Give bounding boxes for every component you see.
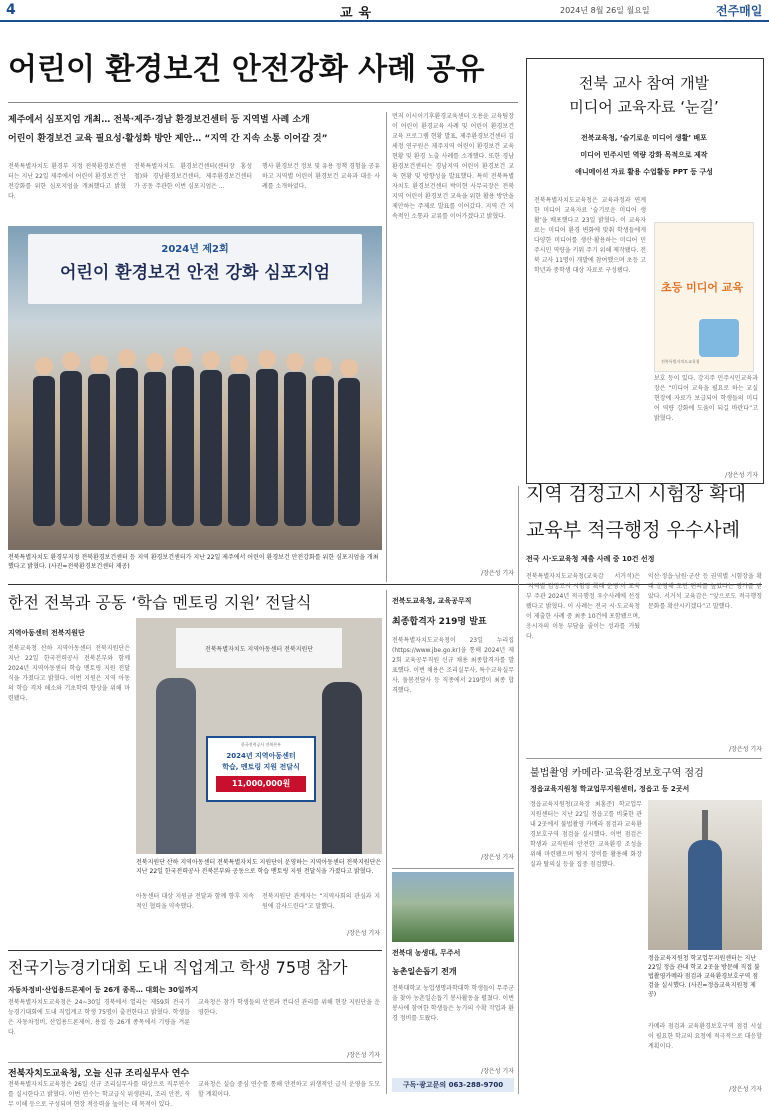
feature-bottom-body: 보호 등이 있다. 강지주 민주시민교육과장은 “미디어 교육을 필요로 하는 교실 현장에 자료가 보급되어 학생들의 미디어 역량 강화에 도움이 되길 바란다”고 밝혔다.: [654, 375, 758, 422]
inspector-person: [688, 840, 722, 950]
book-illustration: [699, 319, 739, 357]
board-amount: 11,000,000원: [216, 776, 306, 792]
feature-title-1: 전북 교사 참여 개발: [578, 74, 710, 92]
page-number: 4: [6, 2, 16, 18]
volunteer-photo: [392, 872, 514, 942]
divider: [8, 102, 518, 103]
article3-body-2: 익산·정읍·남원·군산 등 권역별 시험장을 확대 운영해 도민 편의를 높였다는 평가를 받았다. 서거석 교육감은 “앞으로도 적극행정 문화를 확산시키겠다”고 말했다.: [648, 573, 762, 610]
article7-body-2: 교육청은 실습 중심 연수를 통해 안전하고 위생적인 급식 운영을 도모할 계획이다.: [198, 1081, 380, 1098]
issue-date: 2024년 8월 26일 월요일: [560, 6, 650, 15]
subscription-ad: 구독·광고문의 063-288-9700: [392, 1078, 514, 1092]
divider: [8, 950, 382, 951]
article1-reporter: /장은성 기자: [481, 570, 514, 577]
article2-headline: 한전 전북과 공동 ‘학습 멘토링 지원’ 전달식: [8, 593, 312, 612]
article3-body: 전북특별자치도교육청(교육감 서거석)은 ‘지역별 검정고시 시험장 확대 운영’이 교육부 주관 2024년 적극행정 우수사례에 선정됐다고 밝혔다. 이 사례는 전국 시·도교육청이 제출한 사례 중 최종 10건에 포함됐으며, 응시자의 이동 부담을 줄이는 성과를 거뒀다.: [526, 573, 640, 640]
article4-kicker: 정읍교육지원청 학교업무지원센터, 정읍고 등 2곳서: [530, 785, 690, 793]
brief1-kicker: 전북도교육청, 교육공무직: [392, 597, 472, 605]
article5-body: 전북특별자치도교육청은 24~30일 경북에서 열리는 제59회 전국기능경기대회에 도내 직업계고 학생 75명이 출전한다고 밝혔다. 학생들은 자동차정비, 산업용드론제어, 용접 등 26개 종목에서 기량을 겨룬다.: [8, 999, 190, 1036]
article1-headline: 어린이 환경보건 안전강화 사례 공유: [8, 52, 485, 87]
article3-headline-2: 교육부 적극행정 우수사례: [526, 519, 740, 541]
article1-subhead-1: 제주에서 심포지엄 개최… 전북·제주·경남 환경보건센터 등 지역별 사례 소개: [8, 115, 310, 125]
section-title: 교육: [340, 6, 378, 21]
symposium-photo: [8, 226, 382, 550]
banner-year: 2024년 제2회: [161, 244, 229, 255]
board-line-1: 한국전력공사 전북본부: [241, 742, 281, 747]
person-right: [322, 682, 362, 854]
brief1-reporter: /장은성 기자: [481, 854, 514, 861]
divider: [8, 1062, 382, 1063]
article1-body-col2: 전북특별자치도 환경보건센터(센터장 홍성철)와 경남환경보건센터, 제주환경보건센터가 공동 주관한 이번 심포지엄은 ...: [134, 163, 252, 190]
article3-headline-1: 지역 검정고시 시험장 확대: [526, 483, 747, 505]
article2-body-2: 아동센터 대상 지원금 전달과 함께 향후 지속적인 협력을 약속했다.: [136, 893, 254, 910]
article3-kicker: 전국 시·도교육청 제출 사례 중 10건 선정: [526, 555, 655, 563]
article4-photo-caption: 정읍교육지원청 학교업무지원센터는 지난 22일 정읍 관내 학교 2곳을 방문해 직접 불법촬영카메라 점검과 교육환경보호구역 점검을 실시했다. (사진=정읍교육지원청 제공): [648, 955, 760, 998]
article4-body-2: 카메라 점검과 교육환경보호구역 점검 시설이 필요한 학교의 요청에 적극적으로 대응할 계획이다.: [648, 1023, 762, 1050]
book-title: 초등 미디어 교육: [661, 281, 744, 294]
feature-sub-3: 애니메이션 자료 활용 수업활동 PPT 등 구성: [575, 168, 713, 176]
article1-photo-caption: 전북특별자치도 환경부지정 전북환경보건센터 등 지역 환경보건센터가 지난 22일 제주에서 어린이 환경보건 안전강화를 위한 심포지엄을 개최했다고 밝혔다. (사진=전북환경보건센터 제공): [8, 554, 379, 570]
feature-sub-2: 미디어 민주시민 역량 강화 목적으로 제작: [580, 151, 708, 159]
column-divider: [386, 590, 387, 1094]
masthead-logo: 전주매일: [716, 4, 763, 18]
article1-body-right: 먼저 이시이기후환경교육센터 오용윤 교육팀장이 어린이 환경교육 사례 및 어린이 환경보건 교육 프로그램 현황 발표, 제주환경보건센터 김세정 연구원은 제주지역 어린이 환경보건 교육 현황 및 환경 노출 사례를 소개했다. 또한 경남환경보건센터는 경남지역 어린이 환경보건 교육 현황 및 방향성을 발표했다. 특히 전북특별자치도 환경보건센터 박미현 사무국장은 전북지역 어린이 환경보건 교육을 위한 활용 방안을 제안하는 주제로 발표를 이어갔다. 지역 간 지속적인 소통과 교류를 이어가겠다고 밝혔다.: [392, 113, 514, 220]
article4-body: 정읍교육지원청(교육장 최홍준) 학교업무지원센터는 지난 22일 정읍고를 비롯한 관내 2곳에서 불법촬영 카메라 점검과 교육환경보호구역 점검을 실시했다. 이번 점검은 학생과 교직원의 안전한 교육환경 조성을 위해 마련됐으며 탐지 장비를 활용해 화장실과 탈의실 등을 집중 점검했다.: [530, 801, 642, 868]
media-book-cover: [654, 222, 754, 372]
article6-kicker: 전북대 농생대, 무주서: [392, 949, 461, 957]
board-line-3: 학습, 멘토링 지원 전달식: [222, 763, 300, 771]
column-divider: [386, 112, 387, 582]
article6-reporter: /장은성 기자: [481, 1068, 514, 1075]
feature-title-2: 미디어 교육자료 ‘눈길’: [569, 98, 719, 116]
article1-body-col1: 전북특별자치도 환경부 지정 전북환경보건센터는 지난 22일 제주에서 어린이 환경보건 안전강화를 위한 심포지엄을 개최했다고 밝혔다.: [8, 163, 126, 200]
article7-body: 전북특별자치도교육청은 26일 신규 조리실무사를 대상으로 직무연수를 실시한다고 밝혔다. 이번 연수는 학교급식 위생관리, 조리 안전, 직무 이해 등으로 구성되며 현장 적응력을 높이는 데 목적이 있다.: [8, 1081, 190, 1108]
article4-reporter: /장은성 기자: [729, 1086, 762, 1093]
page-header: [0, 0, 769, 22]
brief1-body: 전북특별자치도교육청이 23일 누리집(https://www.jbe.go.kr)을 통해 2024년 제2회 교육공무직원 신규 채용 최종합격자를 발표했다. 이번 채용은 조리실무사, 특수교육실무사, 돌봄전담사 등 직종에서 219명이 최종 합격했다.: [392, 637, 514, 694]
article7-headline: 전북자치도교육청, 오늘 신규 조리실무사 연수: [8, 1069, 190, 1079]
event-banner: [28, 234, 362, 304]
feature-sub-1: 전북교육청, ‘슬기로운 미디어 생활’ 배포: [581, 134, 707, 142]
divider: [526, 758, 762, 759]
divider: [392, 868, 514, 869]
article3-reporter: /장은성 기자: [729, 746, 762, 753]
article4-headline: 불법촬영 카메라·교육환경보호구역 점검: [530, 768, 704, 779]
ceremony-photo: [136, 618, 382, 854]
article5-kicker: 자동차정비·산업용드론제어 등 26개 종목… 대회는 30일까지: [8, 986, 199, 994]
board-line-2: 2024년 지역아동센터: [226, 752, 296, 760]
article6-body: 전북대학교 농업생명과학대학 학생들이 무주군을 찾아 농촌일손돕기 봉사활동을 펼쳤다. 이번 봉사에 참여한 학생들은 농가의 수확 작업과 환경 정비를 도왔다.: [392, 985, 514, 1022]
feature-reporter: /장은성 기자: [725, 472, 758, 479]
article5-reporter: /장은성 기자: [347, 1052, 380, 1059]
backdrop-text: 전북특별자치도 지역아동센터 전북지원단: [204, 646, 314, 653]
inspection-photo: [648, 800, 762, 950]
article6-title: 농촌일손돕기 전개: [392, 967, 457, 976]
article2-photo-caption: 전북지원단 산하 지역아동센터 전북특별자치도 지원단이 운영하는 지역아동센터 전북지원단은 지난 22일 한국전력공사 전북본부와 공동으로 학습 멘토링 지원 전달식을 가졌다고 밝혔다.: [136, 859, 382, 875]
article2-body: 전북교육청 산하 지역아동센터 전북지원단은 지난 22일 한국전력공사 전북본부와 함께 2024년 지역아동센터 학습 멘토링 지원 전달식을 가졌다고 밝혔다. 이번 지원은 지역 아동의 학습 격차 해소와 기초학력 향상을 위해 마련됐다.: [8, 645, 130, 702]
article1-subhead-2: 어린이 환경보건 교육 필요성·활성화 방안 제안… “지역 간 지속 소통 이어갈 것”: [8, 134, 328, 144]
article5-headline: 전국기능경기대회 도내 직업계고 학생 75명 참가: [8, 958, 348, 977]
column-divider: [518, 486, 519, 1094]
article2-kicker: 지역아동센터 전북지원단: [8, 629, 85, 637]
article2-reporter: /장은성 기자: [347, 930, 380, 937]
brief1-title: 최종합격자 219명 발표: [392, 617, 487, 627]
feature-body: 전북특별자치도교육청은 교육과정과 연계한 미디어 교육자료 ‘슬기로운 미디어 생활’을 배포했다고 23일 밝혔다. 이 교육자료는 미디어 환경 변화에 맞춰 학생들에게 다양한 미디어를 생산·활용하는 미디어 민주시민 역량을 키워 주기 위해 제작됐다. 전북 교사 11명이 개발에 참여했으며 초등 고학년과 중학생 대상 자료로 구성됐다.: [534, 197, 646, 274]
book-org: 전북특별자치도교육청: [661, 359, 700, 364]
banner-title: 어린이 환경보건 안전 강화 심포지엄: [59, 263, 330, 283]
donation-board: [206, 736, 316, 802]
people-illustration: [28, 336, 362, 526]
group-of-people: [28, 336, 362, 526]
article2-body-3: 전북지원단 관계자는 “지역사회의 관심과 지원에 감사드린다”고 말했다.: [262, 893, 380, 910]
article1-body-col3: 행사 환경보건 정보 및 유용 정책 경험을 공유하고 지역별 어린이 환경보건 교육과 대응 사례를 소개하였다.: [262, 163, 380, 190]
backdrop-banner: [176, 628, 342, 668]
person-left: [156, 678, 196, 854]
article5-body-2: 교육청은 참가 학생들의 안전과 컨디션 관리를 위해 현장 지원단을 운영한다.: [198, 999, 380, 1016]
